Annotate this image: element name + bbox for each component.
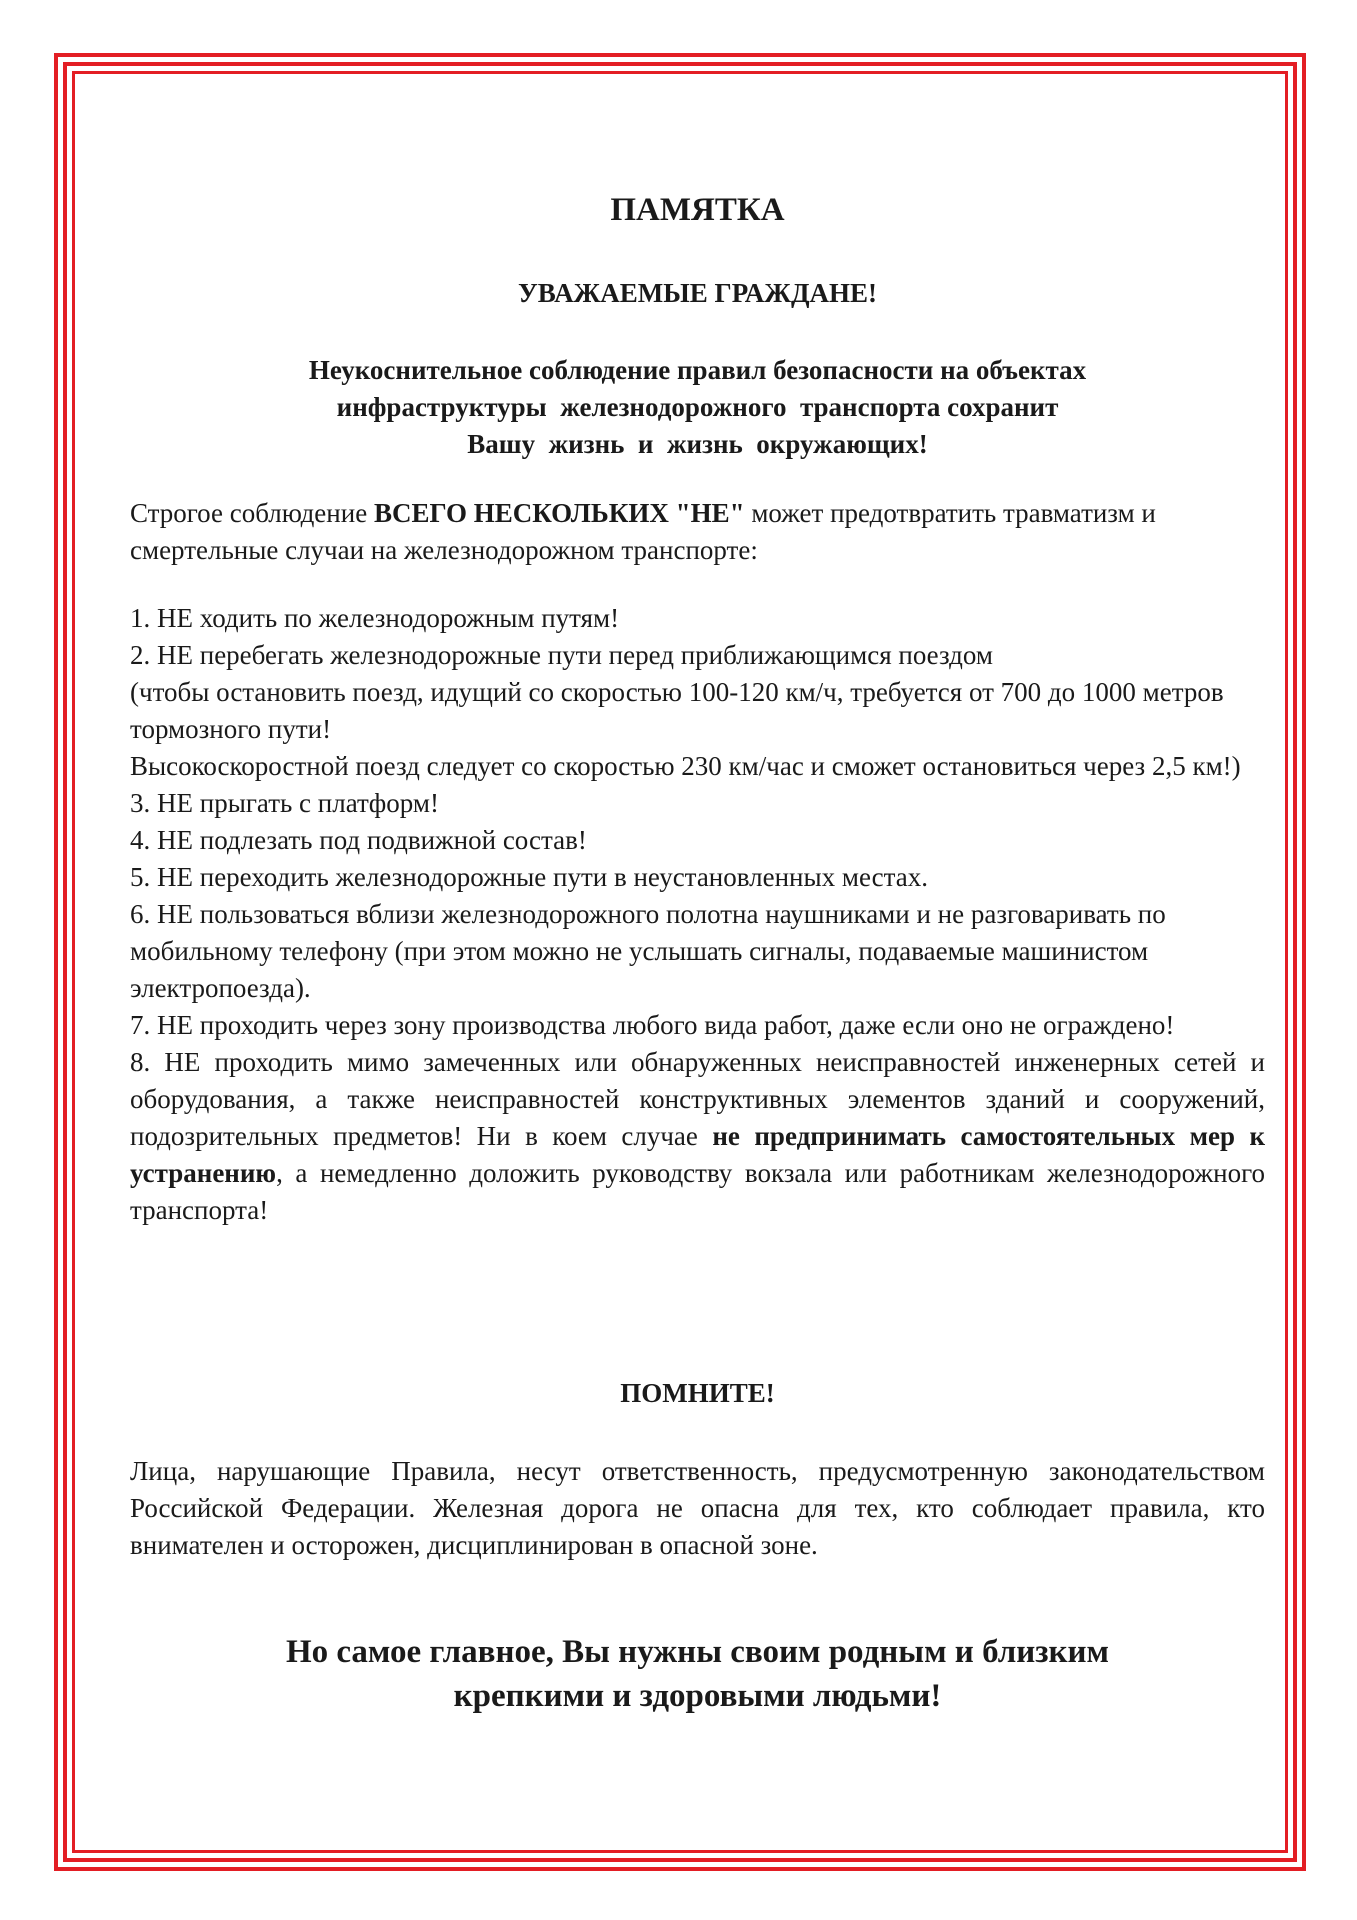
intro-line-1: Неукоснительное соблюдение правил безопасности на объектах bbox=[308, 355, 1087, 385]
rule-item-2-detail: (чтобы остановить поезд, идущий со скоростью 100-120 км/ч, требуется от 700 до 1000 метров тормозного пути! bbox=[130, 677, 1224, 744]
intro-line-2: инфраструктуры железнодорожного транспорта сохранит bbox=[336, 392, 1059, 422]
rule-item-8 bbox=[130, 1044, 1265, 1229]
lead-paragraph bbox=[130, 495, 1265, 569]
rule-item-5: 5. НЕ переходить железнодорожные пути в неустановленных местах. bbox=[130, 862, 928, 892]
lead-text-end: может предотвратить травматизм и смертельные случаи на железнодорожном транспорте: bbox=[130, 498, 1156, 565]
rule-item-8-end: , а немедленно доложить руководству вокзала или работникам железнодорожного транспорта! bbox=[130, 1158, 1265, 1225]
lead-emphasis: ВСЕГО НЕСКОЛЬКИХ "НЕ" bbox=[373, 498, 745, 528]
closing-message bbox=[130, 1630, 1265, 1718]
rule-item-1: 1. НЕ ходить по железнодорожным путям! bbox=[130, 603, 620, 633]
rule-item-6: 6. НЕ пользоваться вблизи железнодорожного полотна наушниками и не разговаривать по мобильному телефону (при этом можно не услышать сигналы, подаваемые машинистом электропоезда). bbox=[130, 899, 1166, 1003]
closing-line-1: Но самое главное, Вы нужны своим родным и близким bbox=[285, 1634, 1110, 1670]
rule-item-3: 3. НЕ прыгать с платформ! bbox=[130, 788, 439, 818]
closing-line-2: крепкими и здоровыми людьми! bbox=[453, 1678, 942, 1714]
rule-item-7: 7. НЕ проходить через зону производства любого вида работ, даже если оно не ограждено! bbox=[130, 1010, 1175, 1040]
remember-heading: ПОМНИТЕ! bbox=[620, 1378, 775, 1408]
lead-text-start: Строгое соблюдение bbox=[130, 498, 374, 528]
rule-item-2-detail-2: Высокоскоростной поезд следует со скоростью 230 км/час и сможет остановиться через 2,5 км!) bbox=[130, 751, 1241, 781]
intro-line-3: Вашу жизнь и жизнь окружающих! bbox=[467, 429, 928, 459]
rule-item-8-emphasis: не предпринимать самостоятельных мер к устранению bbox=[130, 1121, 1265, 1188]
rule-item-8-start: 8. НЕ проходить мимо замеченных или обнаруженных неисправностей инженерных сетей и оборудования, а также неисправностей конструктивных элементов зданий и сооружений, подозрительных предметов! Ни в коем случае bbox=[130, 1047, 1265, 1151]
greeting-heading: УВАЖАЕМЫЕ ГРАЖДАНЕ! bbox=[517, 278, 878, 308]
intro-statement bbox=[130, 352, 1265, 463]
liability-paragraph: Лица, нарушающие Правила, несут ответственность, предусмотренную законодательством Российской Федерации. Железная дорога не опасна для тех, кто соблюдает правила, кто внимателен и осторожен, дисциплинирован в опасной зоне. bbox=[130, 1456, 1265, 1560]
page-title: ПАМЯТКА bbox=[610, 192, 785, 228]
rule-item-4: 4. НЕ подлезать под подвижной состав! bbox=[130, 825, 587, 855]
rule-item-2: 2. НЕ перебегать железнодорожные пути перед приближающимся поездом bbox=[130, 640, 993, 670]
rules-list bbox=[130, 600, 1265, 1229]
